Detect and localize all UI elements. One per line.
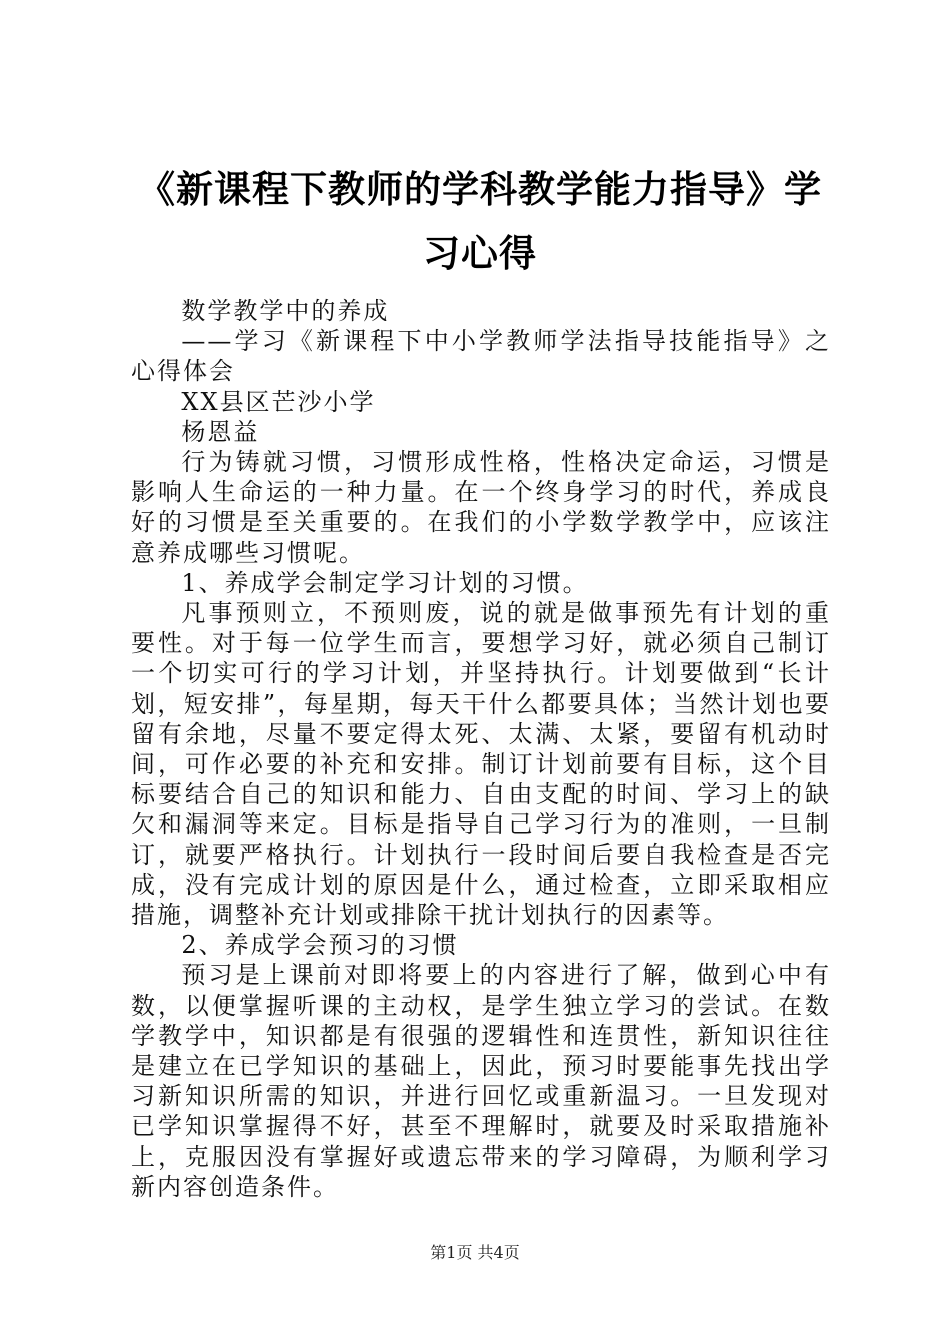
subtitle-note: ——学习《新课程下中小学教师学法指导技能指导》之心得体会: [131, 327, 831, 386]
body-paragraph: 预习是上课前对即将要上的内容进行了解，做到心中有数，以便掌握听课的主动权，是学生独立学习的尝试。在数学教学中，知识都是有很强的逻辑性和连贯性，新知识往往是建立在已学知识的基础上，因此，预习时要能事先找出学习新知识所需的知识，并进行回忆或重新温习。一旦发现对已学知识掌握得不好，甚至不理解时，就要及时采取措施补上，克服因没有掌握好或遗忘带来的学习障碍，为顺利学习新内容创造条件。: [131, 961, 831, 1201]
page-number: 第1页 共4页: [430, 1243, 520, 1262]
body-paragraph: 凡事预则立，不预则废，说的就是做事预先有计划的重要性。对于每一位学生而言，要想学习好，就必须自己制订一个切实可行的学习计划，并坚持执行。计划要做到“长计划，短安排”，每星期，每天干什么都要具体；当然计划也要留有余地，尽量不要定得太死、太满、太紧，要留有机动时间，可作必要的补充和安排。制订计划前要有目标，这个目标要结合自己的知识和能力、自由支配的时间、学习上的缺欠和漏洞等来定。目标是指导自己学习行为的准则，一旦制订，就要严格执行。计划执行一段时间后要自我检查是否完成，没有完成计划的原因是什么，通过检查，立即采取相应措施，调整补充计划或排除干扰计划执行的因素等。: [131, 599, 831, 930]
author-school: XX县区芒沙小学: [181, 387, 376, 416]
document-title: 《新课程下教师的学科教学能力指导》学习心得: [138, 168, 822, 275]
section-heading: 1、养成学会制定学习计划的习惯。: [181, 568, 589, 597]
body-paragraph: 行为铸就习惯，习惯形成性格，性格决定命运，习惯是影响人生命运的一种力量。在一个终身学习的时代，养成良好的习惯是至关重要的。在我们的小学数学教学中，应该注意养成哪些习惯呢。: [131, 448, 831, 567]
section-heading: 2、养成学会预习的习惯: [181, 931, 459, 960]
author-name: 杨恩益: [181, 417, 260, 446]
document-body: [131, 296, 831, 1202]
subtitle: 数学教学中的养成: [181, 297, 390, 325]
